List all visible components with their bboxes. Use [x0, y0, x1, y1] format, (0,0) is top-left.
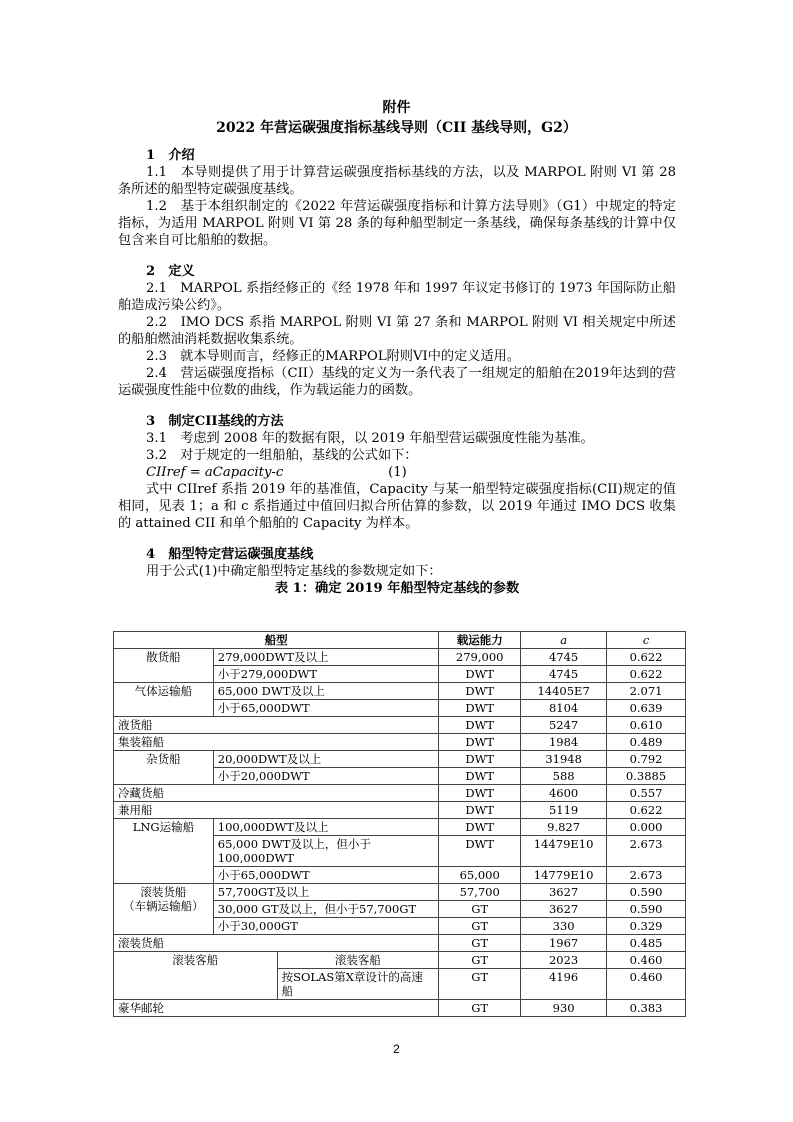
- cell-a: 31948: [521, 751, 607, 768]
- cell-a: 14479E10: [521, 836, 607, 867]
- cell-capacity: GT: [439, 952, 521, 969]
- cell-capacity: DWT: [439, 802, 521, 819]
- table-row: [114, 819, 686, 836]
- formula-number: (1): [388, 465, 407, 480]
- table-row: [114, 751, 686, 768]
- cell-sub: 57,700GT及以上: [213, 884, 438, 901]
- table-row: [114, 649, 686, 666]
- cell-type: 滚装货船: [114, 935, 439, 952]
- cell-a: 14405E7: [521, 683, 607, 700]
- cell-capacity: GT: [439, 969, 521, 1000]
- cell-c: 0.792: [607, 751, 686, 768]
- paragraph-1-1: 1.1 本导则提供了用于计算营运碳强度指标基线的方法，以及 MARPOL 附则 VI 第 28 条所述的船型特定碳强度基线。: [118, 165, 676, 197]
- cell-sub: 279,000DWT及以上: [213, 649, 438, 666]
- cell-c: 0.460: [607, 952, 686, 969]
- paragraph-3-explanation: 式中 CIIref 系指 2019 年的基准值，Capacity 与某一船型特定碳强度指标(CII)规定的值相同，见表 1；a 和 c 系指通过中值回归拟合所估算的参数，以 2019 年通过 IMO DCS 收集的 attained CII 和单个船舶的 Capacity 为样本。: [118, 482, 676, 531]
- cell-a: 1984: [521, 734, 607, 751]
- paragraph-2-3: 2.3 就本导则而言，经修正的MARPOL附则VI中的定义适用。: [146, 349, 521, 364]
- cell-type: 冷藏货船: [114, 785, 439, 802]
- cell-a: 5247: [521, 717, 607, 734]
- cell-type: 液货船: [114, 717, 439, 734]
- table-header-row: [114, 632, 686, 649]
- paragraph-2-1: 2.1 MARPOL 系指经修正的《经 1978 年和 1997 年议定书修订的 1973 年国际防止船舶造成污染公约》。: [118, 281, 676, 313]
- cell-type: 集装箱船: [114, 734, 439, 751]
- cell-capacity: GT: [439, 918, 521, 935]
- paragraph-1-2: 1.2 基于本组织制定的《2022 年营运碳强度指标和计算方法导则》（G1）中规定的特定指标，为适用 MARPOL 附则 VI 第 28 条的每种船型制定一条基线，确保每条基线的计算中仅包含来自可比船舶的数据。: [118, 199, 676, 248]
- cell-a: 3627: [521, 884, 607, 901]
- header-capacity: 载运能力: [439, 632, 521, 649]
- cell-c: 0.590: [607, 901, 686, 918]
- document-body: [118, 147, 676, 597]
- header-c: c: [607, 632, 686, 649]
- formula-expression: CIIref = aCapacity-c: [146, 465, 284, 480]
- cell-capacity: GT: [439, 935, 521, 952]
- header-a: a: [521, 632, 607, 649]
- cell-type: [114, 884, 214, 935]
- cell-a: 4745: [521, 666, 607, 683]
- cell-type-line2: （车辆运输船）: [123, 899, 204, 913]
- cell-capacity: DWT: [439, 768, 521, 785]
- cell-a: 330: [521, 918, 607, 935]
- cell-a: 5119: [521, 802, 607, 819]
- cell-type: 杂货船: [114, 751, 214, 785]
- cell-c: 0.489: [607, 734, 686, 751]
- cell-c: 0.485: [607, 935, 686, 952]
- cell-capacity: DWT: [439, 819, 521, 836]
- cell-sub: 小于30,000GT: [213, 918, 438, 935]
- cell-a: 8104: [521, 700, 607, 717]
- cell-c: 0.639: [607, 700, 686, 717]
- paragraph-2-2: 2.2 IMO DCS 系指 MARPOL 附则 VI 第 27 条和 MARPOL 附则 VI 相关规定中所述的船舶燃油消耗数据收集系统。: [118, 315, 676, 347]
- table-row: [114, 683, 686, 700]
- table-row: [114, 952, 686, 969]
- parameters-table: [113, 631, 686, 1017]
- attachment-label: 附件: [382, 100, 411, 116]
- table-row: [114, 717, 686, 734]
- cell-capacity: DWT: [439, 751, 521, 768]
- cell-sub: 20,000DWT及以上: [213, 751, 438, 768]
- cell-c: 0.329: [607, 918, 686, 935]
- cell-a: 9.827: [521, 819, 607, 836]
- header-ship-type: 船型: [114, 632, 439, 649]
- cell-a: 2023: [521, 952, 607, 969]
- cell-capacity: DWT: [439, 717, 521, 734]
- cell-sub: 65,000 DWT及以上，但小于100,000DWT: [213, 836, 438, 867]
- paragraph-3-2: 3.2 对于规定的一组船舶，基线的公式如下：: [146, 448, 418, 463]
- cell-c: 0.622: [607, 666, 686, 683]
- section-1-heading: 1 介绍: [146, 148, 195, 163]
- cell-c: 0.610: [607, 717, 686, 734]
- cell-capacity: DWT: [439, 700, 521, 717]
- cell-a: 4745: [521, 649, 607, 666]
- cell-c: 0.3885: [607, 768, 686, 785]
- table-row: [114, 802, 686, 819]
- cell-c: 0.460: [607, 969, 686, 1000]
- cell-a: 1967: [521, 935, 607, 952]
- page-number: 2: [393, 1042, 400, 1056]
- cell-sub: 小于65,000DWT: [213, 700, 438, 717]
- cell-c: 2.673: [607, 836, 686, 867]
- section-2-heading: 2 定义: [146, 264, 195, 279]
- baseline-formula: [118, 464, 676, 481]
- cell-a: 930: [521, 1000, 607, 1017]
- cell-sub: 65,000 DWT及以上: [213, 683, 438, 700]
- table-row: [114, 785, 686, 802]
- document-title: 2022 年营运碳强度指标基线导则（CII 基线导则，G2）: [216, 120, 577, 136]
- cell-type: 气体运输船: [114, 683, 214, 717]
- cell-type: 兼用船: [114, 802, 439, 819]
- cell-a: 588: [521, 768, 607, 785]
- table-row: [114, 935, 686, 952]
- table-row: [114, 1000, 686, 1017]
- cell-a: 3627: [521, 901, 607, 918]
- cell-c: 0.622: [607, 802, 686, 819]
- cell-sub: 30,000 GT及以上，但小于57,700GT: [213, 901, 438, 918]
- cell-capacity: DWT: [439, 734, 521, 751]
- section-4-heading: 4 船型特定营运碳强度基线: [146, 547, 314, 562]
- cell-type: 散货船: [114, 649, 214, 683]
- paragraph-4-1: 用于公式(1)中确定船型特定基线的参数规定如下：: [146, 564, 442, 579]
- table-row: [114, 734, 686, 751]
- cell-sub: 小于279,000DWT: [213, 666, 438, 683]
- cell-c: 0.383: [607, 1000, 686, 1017]
- cell-capacity: DWT: [439, 666, 521, 683]
- cell-a: 4600: [521, 785, 607, 802]
- cell-capacity: DWT: [439, 785, 521, 802]
- table-caption: 表 1：确定 2019 年船型特定基线的参数: [274, 581, 520, 596]
- table-row: [114, 884, 686, 901]
- cell-capacity: GT: [439, 1000, 521, 1017]
- section-3-heading: 3 制定CII基线的方法: [146, 414, 284, 429]
- cell-capacity: 65,000: [439, 867, 521, 884]
- cell-capacity: DWT: [439, 836, 521, 867]
- cell-type: 滚装客船: [114, 952, 278, 1000]
- cell-c: 0.557: [607, 785, 686, 802]
- cell-a: 4196: [521, 969, 607, 1000]
- paragraph-3-1: 3.1 考虑到 2008 年的数据有限，以 2019 年船型营运碳强度性能为基准。: [146, 431, 594, 446]
- cell-c: 0.622: [607, 649, 686, 666]
- cell-sub: 小于20,000DWT: [213, 768, 438, 785]
- paragraph-2-4: 2.4 营运碳强度指标（CII）基线的定义为一条代表了一组规定的船舶在2019年达到的营运碳强度性能中位数的曲线，作为载运能力的函数。: [118, 366, 676, 398]
- cell-capacity: 57,700: [439, 884, 521, 901]
- cell-c: 0.590: [607, 884, 686, 901]
- cell-capacity: 279,000: [439, 649, 521, 666]
- cell-c: 0.000: [607, 819, 686, 836]
- cell-c: 2.673: [607, 867, 686, 884]
- cell-capacity: DWT: [439, 683, 521, 700]
- cell-type: 豪华邮轮: [114, 1000, 439, 1017]
- cell-a: 14779E10: [521, 867, 607, 884]
- cell-sub: 滚装客船: [277, 952, 439, 969]
- cell-capacity: GT: [439, 901, 521, 918]
- cell-sub: 按SOLAS第X章设计的高速船: [277, 969, 439, 1000]
- cell-sub: 小于65,000DWT: [213, 867, 438, 884]
- cell-type: LNG运输船: [114, 819, 214, 884]
- cell-sub: 100,000DWT及以上: [213, 819, 438, 836]
- cell-c: 2.071: [607, 683, 686, 700]
- cell-type-line1: 滚装货船: [140, 885, 187, 899]
